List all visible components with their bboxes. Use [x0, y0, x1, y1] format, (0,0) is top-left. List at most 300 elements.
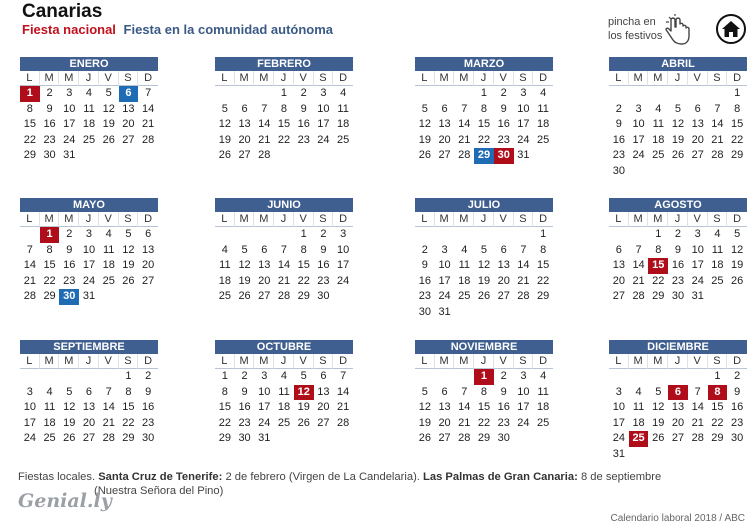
calendar-day: 12 — [418, 118, 431, 130]
calendar-day: 3 — [26, 385, 33, 398]
calendar-day: 31 — [517, 149, 530, 161]
calendar-day: 20 — [438, 416, 451, 429]
month-marzo — [415, 57, 553, 164]
weekday-label: V — [294, 354, 314, 369]
calendar-day: 16 — [43, 118, 56, 130]
empty-cell — [629, 227, 649, 243]
calendar-day: 30 — [142, 432, 155, 444]
month-name: JUNIO — [215, 198, 353, 212]
calendar-day: 2 — [320, 228, 327, 240]
weekday-label: S — [314, 71, 334, 86]
calendar-day: 6 — [615, 243, 622, 256]
weekday-label: M — [435, 354, 455, 369]
calendar-day: 21 — [632, 274, 645, 287]
calendar-day: 24 — [632, 149, 645, 161]
weekday-label: J — [79, 212, 99, 227]
calendar-day: 29 — [43, 290, 56, 302]
calendar-day: 11 — [711, 243, 724, 256]
calendar-day: 14 — [632, 259, 645, 271]
calendar-day: 11 — [43, 401, 56, 413]
weekday-label: M — [235, 212, 255, 227]
weekday-label: S — [314, 354, 334, 369]
empty-cell — [99, 369, 119, 385]
weekday-label: V — [494, 212, 514, 227]
calendar-day: 3 — [340, 228, 347, 240]
weekday-label: L — [415, 354, 435, 369]
calendar-day: 10 — [317, 102, 330, 115]
calendar-day: 18 — [43, 416, 56, 429]
national-holiday-day[interactable]: 1 — [40, 227, 60, 243]
month-name: JULIO — [415, 198, 553, 212]
empty-cell — [494, 227, 514, 243]
calendar-day: 23 — [731, 416, 744, 429]
calendar-day: 26 — [477, 290, 491, 302]
weekday-label: S — [708, 71, 728, 86]
empty-cell — [609, 227, 629, 243]
weekday-label: M — [59, 212, 79, 227]
calendar-day: 19 — [671, 133, 685, 146]
calendar-day: 9 — [615, 118, 622, 130]
calendar-day: 17 — [632, 133, 645, 146]
empty-cell — [435, 227, 455, 243]
calendar-day: 23 — [63, 274, 76, 287]
calendar-day: 9 — [46, 102, 53, 115]
calendar-day: 14 — [691, 401, 704, 413]
calendar-day: 3 — [520, 370, 527, 382]
month-julio — [415, 198, 553, 320]
calendar-day: 8 — [734, 102, 741, 115]
calendar-day: 28 — [711, 149, 724, 161]
calendar-day: 1 — [125, 370, 132, 382]
calendar-day: 20 — [612, 274, 625, 287]
calendar-day: 17 — [517, 118, 530, 130]
national-holiday-day[interactable]: 25 — [629, 431, 649, 447]
calendar-day: 26 — [122, 274, 135, 287]
calendar-day: 4 — [714, 228, 721, 240]
calendar-day: 4 — [540, 370, 547, 382]
calendar-day: 7 — [145, 87, 152, 99]
empty-cell — [274, 227, 294, 243]
empty-cell — [20, 227, 40, 243]
calendar-day: 11 — [102, 243, 115, 256]
calendar-day: 2 — [46, 87, 53, 99]
calendar-day: 23 — [418, 290, 431, 302]
weekday-label: V — [99, 212, 119, 227]
calendar-day: 1 — [280, 87, 288, 99]
empty-cell — [415, 369, 435, 385]
calendar-day: 29 — [652, 290, 665, 302]
weekday-label: L — [215, 212, 235, 227]
calendar-day: 8 — [300, 243, 307, 256]
hint-line-1: pincha en — [608, 16, 656, 28]
calendar-day: 10 — [438, 259, 451, 271]
weekday-label: S — [119, 71, 139, 86]
calendar-day: 20 — [142, 259, 155, 271]
month-febrero — [215, 57, 353, 164]
calendar-day: 30 — [238, 432, 251, 444]
calendar-day: 16 — [497, 401, 510, 413]
calendar-day: 30 — [418, 305, 431, 318]
weekday-label: D — [333, 71, 353, 86]
calendar-day: 20 — [238, 133, 251, 146]
calendar-day: 3 — [694, 228, 701, 240]
calendar-day: 14 — [23, 259, 36, 271]
calendar-day: 25 — [652, 149, 665, 161]
calendar-day: 18 — [537, 401, 550, 413]
calendar-day: 23 — [497, 133, 510, 146]
calendar-day: 5 — [480, 243, 488, 256]
weekday-label: S — [708, 354, 728, 369]
calendar-day: 6 — [320, 370, 327, 382]
calendar-day: 6 — [441, 385, 448, 398]
calendar-day: 30 — [612, 164, 625, 177]
weekday-label: S — [514, 212, 534, 227]
empty-cell — [454, 369, 474, 385]
calendar-day: 7 — [340, 370, 347, 382]
calendar-day: 10 — [23, 401, 36, 413]
calendar-day: 3 — [635, 102, 642, 115]
weekday-label: S — [119, 354, 139, 369]
calendar-day: 3 — [66, 87, 73, 99]
calendar-day: 12 — [731, 243, 744, 256]
calendar-day: 30 — [671, 290, 685, 302]
weekday-label: V — [494, 71, 514, 86]
calendar-day: 13 — [142, 243, 155, 256]
calendar-day: 13 — [612, 259, 625, 271]
calendar-day: 6 — [441, 102, 448, 115]
calendar-day: 31 — [438, 305, 451, 318]
calendar-day: 27 — [238, 149, 251, 161]
calendar-day: 18 — [82, 118, 96, 130]
calendar-day: 12 — [477, 259, 491, 271]
calendar-day: 1 — [734, 87, 741, 99]
calendar-day: 11 — [537, 385, 549, 398]
weekday-label: M — [40, 354, 60, 369]
calendar-day: 10 — [691, 243, 704, 256]
calendar-day: 2 — [66, 228, 73, 240]
calendar-day: 24 — [63, 133, 76, 146]
month-name: AGOSTO — [609, 198, 747, 212]
calendar-day: 22 — [652, 274, 665, 287]
calendar-day: 27 — [612, 290, 625, 302]
empty-cell — [59, 369, 79, 385]
calendar-day: 5 — [105, 87, 112, 99]
weekday-label: M — [254, 354, 274, 369]
calendar-day: 25 — [82, 133, 96, 146]
month-name: MARZO — [415, 57, 553, 71]
calendar-day: 23 — [43, 133, 56, 146]
calendar-day: 26 — [671, 149, 685, 161]
calendar-day: 25 — [102, 274, 115, 287]
calendar-day: 27 — [82, 432, 96, 444]
genially-logo: Genial.ly — [18, 490, 112, 512]
calendar-day: 24 — [258, 416, 271, 429]
calendar-day: 24 — [517, 416, 530, 429]
weekday-label: D — [333, 212, 353, 227]
calendar-day: 19 — [122, 259, 135, 271]
calendar-day: 17 — [612, 416, 625, 429]
calendar-day: 8 — [46, 243, 53, 256]
month-mayo — [20, 198, 158, 305]
weekday-label: D — [138, 212, 158, 227]
calendar-day: 19 — [102, 118, 115, 130]
calendar-day: 15 — [711, 401, 724, 413]
calendar-day: 9 — [500, 385, 507, 398]
calendar-day: 29 — [711, 432, 724, 444]
weekday-label: L — [20, 71, 40, 86]
calendar-day: 15 — [122, 401, 135, 413]
calendar-day: 27 — [258, 290, 271, 302]
calendar-day: 21 — [458, 416, 471, 429]
calendar-day: 7 — [694, 385, 701, 398]
national-holiday-day[interactable]: 8 — [708, 385, 728, 401]
calendar-day: 16 — [63, 259, 76, 271]
calendar-day: 24 — [317, 133, 330, 146]
weekday-label: M — [629, 212, 649, 227]
regional-holiday-label: Fiesta en la comunidad autónoma — [123, 22, 334, 37]
calendar-day: 15 — [23, 118, 36, 130]
calendar-day: 22 — [277, 133, 291, 146]
calendar-day: 26 — [418, 432, 431, 444]
calendar-day: 8 — [280, 102, 288, 115]
calendar-day: 13 — [691, 118, 704, 130]
footer-city-1-text: 2 de febrero (Virgen de La Candelaria). — [222, 471, 424, 483]
calendar-day: 11 — [219, 259, 231, 271]
calendar-day: 3 — [441, 243, 448, 256]
calendar-day: 18 — [711, 259, 724, 271]
calendar-day: 18 — [277, 401, 291, 413]
month-octubre — [215, 340, 353, 447]
national-holiday-day[interactable]: 6 — [668, 385, 688, 401]
empty-cell — [474, 227, 494, 243]
calendar-day: 4 — [540, 87, 547, 99]
calendar-day: 5 — [221, 102, 228, 115]
calendar-day: 19 — [652, 416, 665, 429]
calendar-day: 15 — [277, 118, 291, 130]
regional-holiday-day[interactable]: 30 — [59, 289, 79, 305]
calendar-day: 12 — [63, 401, 76, 413]
national-holiday-day[interactable]: 1 — [474, 369, 494, 385]
calendar-day: 22 — [537, 274, 550, 287]
calendar-day: 28 — [142, 133, 155, 146]
national-holiday-day[interactable]: 1 — [20, 86, 40, 102]
calendar-day: 4 — [635, 385, 642, 398]
calendar-day: 25 — [218, 290, 231, 302]
calendar-day: 6 — [241, 102, 248, 115]
calendar-day: 5 — [125, 228, 132, 240]
month-septiembre — [20, 340, 158, 447]
calendar-day: 15 — [477, 118, 491, 130]
calendar-day: 14 — [711, 118, 724, 130]
empty-cell — [435, 86, 455, 102]
calendar-day: 14 — [517, 259, 530, 271]
month-name: DICIEMBRE — [609, 340, 747, 354]
calendar-day: 11 — [83, 102, 95, 115]
calendar-day: 15 — [43, 259, 56, 271]
calendar-day: 11 — [278, 385, 290, 398]
click-hint — [608, 15, 668, 43]
calendar-day: 20 — [438, 133, 451, 146]
calendar-day: 23 — [297, 133, 310, 146]
empty-cell — [415, 86, 435, 102]
calendar-day: 6 — [694, 102, 701, 115]
calendar-day: 29 — [122, 432, 135, 444]
calendar-day: 19 — [731, 259, 744, 271]
calendar-day: 30 — [317, 290, 330, 302]
weekday-label: M — [435, 71, 455, 86]
calendar-day: 30 — [731, 432, 744, 444]
calendar-day: 29 — [731, 149, 744, 161]
calendar-day: 28 — [632, 290, 645, 302]
footer-line-2: (Nuestra Señora del Pino) — [94, 485, 224, 497]
month-name: MAYO — [20, 198, 158, 212]
calendar-day: 28 — [258, 149, 271, 161]
calendar-day: 14 — [258, 118, 271, 130]
calendar-day: 5 — [421, 385, 428, 398]
weekday-label: M — [454, 212, 474, 227]
calendar-day: 22 — [731, 133, 744, 146]
calendar-day: 11 — [652, 118, 664, 130]
empty-cell — [215, 86, 235, 102]
calendar-day: 21 — [517, 274, 530, 287]
empty-cell — [435, 369, 455, 385]
calendar-day: 6 — [145, 228, 152, 240]
calendar-day: 15 — [218, 401, 231, 413]
calendar-day: 19 — [218, 133, 231, 146]
empty-cell — [235, 227, 255, 243]
month-name: ENERO — [20, 57, 158, 71]
calendar-day: 13 — [438, 401, 451, 413]
regional-holiday-day[interactable]: 6 — [119, 86, 139, 102]
calendar-day: 25 — [537, 416, 550, 429]
calendar-day: 9 — [734, 385, 741, 398]
calendar-day: 2 — [734, 370, 741, 382]
calendar-day: 19 — [238, 274, 251, 287]
calendar-day: 17 — [517, 401, 530, 413]
calendar-day: 14 — [277, 259, 291, 271]
calendar-day: 15 — [731, 118, 744, 130]
weekday-label: J — [79, 354, 99, 369]
weekday-label: D — [333, 354, 353, 369]
national-holiday-day[interactable]: 30 — [494, 148, 514, 164]
calendar-day: 16 — [297, 118, 310, 130]
calendar-day: 2 — [241, 370, 248, 382]
weekday-label: L — [609, 354, 629, 369]
calendar-day: 13 — [122, 102, 135, 115]
month-name: SEPTIEMBRE — [20, 340, 158, 354]
empty-cell — [415, 227, 435, 243]
calendar-day: 24 — [438, 290, 451, 302]
empty-cell — [454, 86, 474, 102]
home-icon — [721, 19, 741, 39]
weekday-label: L — [609, 71, 629, 86]
empty-cell — [609, 369, 629, 385]
calendar-day: 12 — [102, 102, 115, 115]
calendar-day: 10 — [612, 401, 625, 413]
regional-holiday-day[interactable]: 29 — [474, 148, 494, 164]
weekday-label: D — [727, 71, 747, 86]
calendar-day: 26 — [652, 432, 665, 444]
calendar-day: 8 — [125, 385, 132, 398]
calendar-day: 4 — [105, 228, 112, 240]
calendar-day: 14 — [142, 102, 155, 115]
empty-cell — [648, 86, 668, 102]
calendar-day: 2 — [615, 102, 622, 115]
calendar-day: 9 — [300, 102, 307, 115]
calendar-day: 25 — [537, 133, 550, 146]
calendar-day: 18 — [458, 274, 471, 287]
weekday-label: L — [215, 71, 235, 86]
calendar-day: 27 — [438, 432, 451, 444]
empty-cell — [629, 369, 649, 385]
calendar-day: 21 — [458, 133, 471, 146]
national-holiday-day[interactable]: 15 — [648, 258, 668, 274]
calendar-day: 14 — [458, 401, 471, 413]
calendar-day: 20 — [258, 274, 271, 287]
calendar-day: 27 — [497, 290, 510, 302]
calendar-day: 12 — [218, 118, 231, 130]
weekday-label: J — [474, 354, 494, 369]
calendar-day: 27 — [438, 149, 451, 161]
weekday-label: V — [99, 354, 119, 369]
calendar-day: 28 — [458, 432, 471, 444]
calendar-day: 9 — [145, 385, 152, 398]
calendar-day: 21 — [23, 274, 36, 287]
calendar-day: 17 — [317, 118, 330, 130]
calendar-day: 24 — [82, 274, 96, 287]
calendar-day: 19 — [297, 401, 310, 413]
calendar-day: 5 — [655, 385, 662, 398]
national-holiday-day[interactable]: 12 — [294, 385, 314, 401]
weekday-label: M — [235, 354, 255, 369]
calendar-day: 10 — [258, 385, 271, 398]
weekday-label: M — [648, 354, 668, 369]
calendar-day: 24 — [517, 133, 530, 146]
calendar-day: 4 — [461, 243, 468, 256]
calendar-day: 11 — [337, 102, 349, 115]
calendar-day: 4 — [655, 102, 662, 115]
calendar-day: 22 — [477, 416, 491, 429]
calendar-day: 15 — [297, 259, 310, 271]
calendar-day: 24 — [337, 274, 350, 287]
weekday-label: V — [494, 354, 514, 369]
calendar-day: 2 — [145, 370, 152, 382]
weekday-label: L — [215, 354, 235, 369]
weekday-label: S — [708, 212, 728, 227]
calendar-day: 1 — [540, 228, 547, 240]
calendar-day: 9 — [66, 243, 73, 256]
calendar-day: 31 — [258, 432, 271, 444]
calendar-day: 29 — [218, 432, 231, 444]
calendar-day: 22 — [43, 274, 56, 287]
calendar-day: 7 — [635, 243, 642, 256]
calendar-day: 18 — [218, 274, 231, 287]
calendar-day: 27 — [671, 432, 685, 444]
weekday-label: M — [629, 354, 649, 369]
calendar-day: 25 — [458, 290, 471, 302]
empty-cell — [254, 227, 274, 243]
footer-city-2: Las Palmas de Gran Canaria: — [423, 471, 578, 483]
weekday-label: M — [648, 212, 668, 227]
calendar-day: 5 — [66, 385, 73, 398]
weekday-label: V — [99, 71, 119, 86]
home-button[interactable] — [716, 14, 746, 44]
calendar-day: 19 — [477, 274, 491, 287]
calendar-day: 23 — [612, 149, 625, 161]
calendar-day: 5 — [674, 102, 682, 115]
month-name: ABRIL — [609, 57, 747, 71]
calendar-day: 16 — [671, 259, 685, 271]
